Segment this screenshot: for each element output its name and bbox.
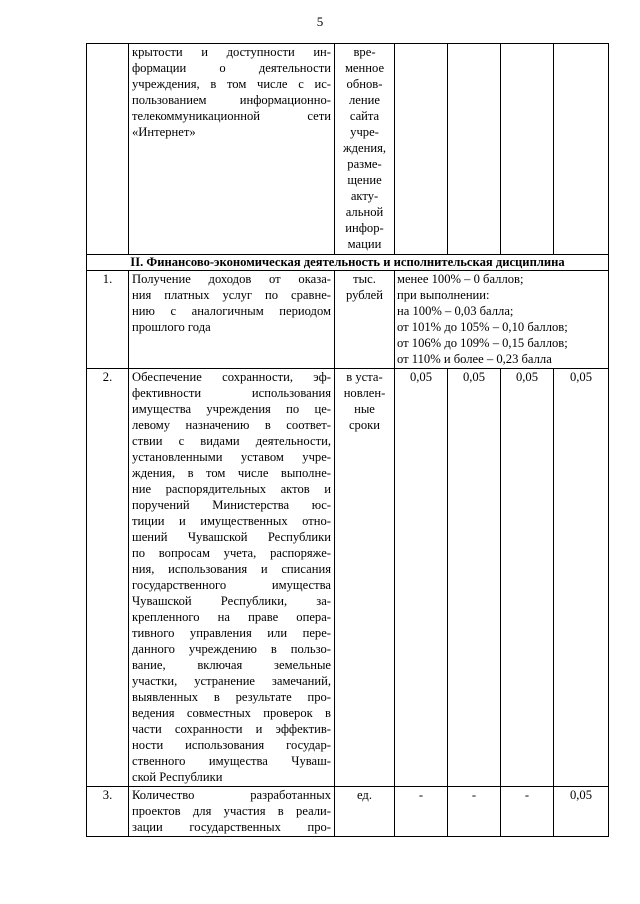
page-number: 5 xyxy=(316,14,324,29)
value-cell: - xyxy=(448,787,501,837)
row-number: 3. xyxy=(87,787,129,837)
unit-cell: тыс. рублей xyxy=(335,271,395,369)
section-title: II. Финансово-экономическая деятельность и исполнительская дисциплина xyxy=(87,255,609,271)
value-cell: 0,05 xyxy=(448,369,501,787)
value-cell xyxy=(448,44,501,255)
indicator-description: крытости и доступности ин- формации о деятельности учреждения, в том числе с ис- пользованием информационно- телекоммуникационной сети «Интернет» xyxy=(129,44,335,255)
row-number: 1. xyxy=(87,271,129,369)
unit-cell: в уста- новлен- ные сроки xyxy=(335,369,395,787)
value-cell: 0,05 xyxy=(501,369,554,787)
value-cell: 0,05 xyxy=(395,369,448,787)
value-cell: 0,05 xyxy=(554,369,609,787)
indicator-description: Получение доходов от оказа- ния платных услуг по сравне- нию с аналогичным периодом прошлого года xyxy=(129,271,335,369)
unit-cell: ед. xyxy=(335,787,395,837)
unit-cell: вре- менное обнов- ление сайта учре- ждения, разме- щение акту- альной инфор- мации xyxy=(335,44,395,255)
row-number-cell xyxy=(87,44,129,255)
value-cell: - xyxy=(501,787,554,837)
row-number: 2. xyxy=(87,369,129,787)
table-row-continued xyxy=(87,44,609,255)
section-header-row xyxy=(87,255,609,271)
table-row xyxy=(87,369,609,787)
indicator-description: Обеспечение сохранности, эф- фективности использования имущества учреждения по це- левому назначению в соответ- ствии с видами деятельности, установленными уставом учре- ждения, в том числе выполне- ние распорядительных актов и поручений Министерства юс- тиции и имущественных отно- шений Чувашской Республики по вопросам учета, распоряже- ния, использования и списания государственного имущества Чувашской Республики, за- крепленного на праве опера- тивного управления или пере- данного учреждению в пользо- вание, включая земельные участки, устранение замечаний, выявленных в результате про- ведения совместных проверок в части сохранности и эффектив- ности использования государ- ственного имущества Чуваш- ской Республики xyxy=(129,369,335,787)
criteria-table xyxy=(86,43,609,837)
value-cell xyxy=(501,44,554,255)
scoring-criteria: менее 100% – 0 баллов; при выполнении: на 100% – 0,03 балла; от 101% до 105% – 0,10 баллов; от 106% до 109% – 0,15 баллов; от 110% и более – 0,23 балла xyxy=(395,271,609,369)
table-row xyxy=(87,787,609,837)
indicator-description: Количество разработанных проектов для участия в реали- зации государственных про- xyxy=(129,787,335,837)
value-cell xyxy=(554,44,609,255)
value-cell xyxy=(395,44,448,255)
value-cell: - xyxy=(395,787,448,837)
table-row xyxy=(87,271,609,369)
value-cell: 0,05 xyxy=(554,787,609,837)
